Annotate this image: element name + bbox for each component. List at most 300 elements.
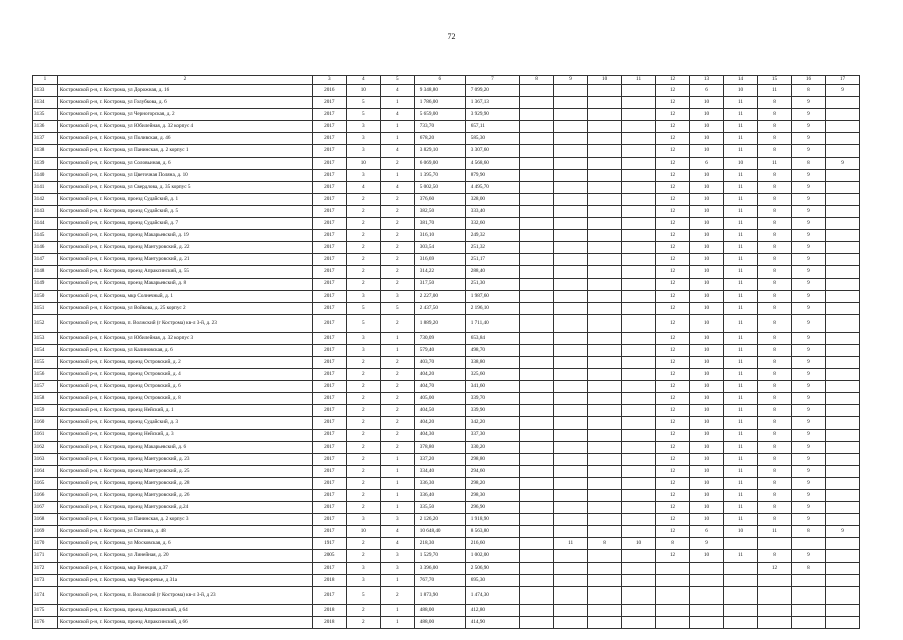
address-cell: Костромской р-н, г. Кострома, проезд Макарьевский, д. 6 xyxy=(57,441,312,453)
table-cell: 5 002,50 xyxy=(414,181,465,193)
table-cell: 316,69 xyxy=(414,254,465,266)
row-number-cell: 3148 xyxy=(33,266,58,278)
table-cell: 251,30 xyxy=(465,278,519,290)
table-cell: 1 889,20 xyxy=(414,314,465,332)
table-cell: 2 xyxy=(346,502,380,514)
table-cell xyxy=(825,616,859,628)
table-cell: 2 xyxy=(346,218,380,230)
table-cell xyxy=(554,97,588,109)
table-row xyxy=(33,205,860,217)
table-cell: 12 xyxy=(656,526,690,538)
table-cell xyxy=(554,465,588,477)
table-cell: 10 xyxy=(690,356,724,368)
table-cell: 11 xyxy=(724,417,758,429)
table-cell xyxy=(690,574,724,586)
row-number-cell: 3145 xyxy=(33,230,58,242)
table-row xyxy=(33,538,860,550)
table-cell: 11 xyxy=(724,169,758,181)
table-cell: 12 xyxy=(656,417,690,429)
table-cell xyxy=(622,550,656,562)
table-cell xyxy=(520,604,554,616)
table-cell: 3 xyxy=(346,290,380,302)
table-cell xyxy=(554,344,588,356)
address-cell: Костромской р-н, г. Кострома, проезд Судайский, д. 5 xyxy=(57,205,312,217)
table-cell xyxy=(520,314,554,332)
table-cell xyxy=(622,109,656,121)
table-cell: 334,40 xyxy=(414,465,465,477)
table-cell xyxy=(622,562,656,574)
table-cell: 12 xyxy=(656,181,690,193)
table-cell xyxy=(656,586,690,604)
table-cell xyxy=(622,181,656,193)
table-cell: 10 xyxy=(690,266,724,278)
table-cell xyxy=(520,344,554,356)
table-cell xyxy=(724,604,758,616)
table-cell: 3 xyxy=(346,145,380,157)
table-cell: 1 474,30 xyxy=(465,586,519,604)
table-cell: 2017 xyxy=(312,586,346,604)
table-cell: 2 xyxy=(380,356,414,368)
table-cell: 2 xyxy=(346,477,380,489)
row-number-cell: 3175 xyxy=(33,604,58,616)
table-cell xyxy=(758,574,792,586)
table-cell: 317,50 xyxy=(414,278,465,290)
table-row xyxy=(33,477,860,489)
table-cell: 5 xyxy=(346,109,380,121)
table-cell: 2 xyxy=(346,266,380,278)
table-cell xyxy=(588,314,622,332)
address-cell: Костромской р-н, г. Кострома, ул Калиновская, д. 6 xyxy=(57,344,312,356)
column-header-13: 13 xyxy=(690,76,724,85)
table-cell: 12 xyxy=(656,314,690,332)
table-cell: 2 xyxy=(380,157,414,169)
table-cell xyxy=(622,145,656,157)
column-header-2: 2 xyxy=(57,76,312,85)
table-cell: 2 xyxy=(380,266,414,278)
table-cell: 403,70 xyxy=(414,356,465,368)
table-cell xyxy=(554,369,588,381)
table-cell: 2 227,00 xyxy=(414,290,465,302)
address-cell: Костромской р-н, г. Кострома, проезд Мантуровский, д. 23 xyxy=(57,453,312,465)
table-cell: 10 xyxy=(690,344,724,356)
table-cell xyxy=(554,181,588,193)
table-cell: 10 xyxy=(690,550,724,562)
address-cell: Костромской р-н, г. Кострома, ул Поливская, д. 46 xyxy=(57,133,312,145)
table-cell: 8 xyxy=(758,356,792,368)
table-cell: 8 xyxy=(758,405,792,417)
table-cell: 2 xyxy=(380,441,414,453)
table-cell xyxy=(622,218,656,230)
table-cell: 8 xyxy=(791,85,825,97)
table-cell xyxy=(520,109,554,121)
table-cell xyxy=(554,429,588,441)
table-cell: 2 xyxy=(346,441,380,453)
row-number-cell: 3161 xyxy=(33,429,58,441)
table-cell: 9 xyxy=(791,302,825,314)
table-cell: 488,00 xyxy=(414,604,465,616)
table-row xyxy=(33,133,860,145)
table-cell: 9 xyxy=(791,550,825,562)
table-cell: 4 xyxy=(380,526,414,538)
table-cell xyxy=(588,393,622,405)
table-cell: 5 xyxy=(380,302,414,314)
table-cell: 10 xyxy=(690,97,724,109)
table-cell: 294,60 xyxy=(465,465,519,477)
table-cell: 10 xyxy=(724,85,758,97)
table-cell: 8 xyxy=(758,314,792,332)
table-cell xyxy=(622,254,656,266)
table-cell: 10 xyxy=(690,218,724,230)
table-cell xyxy=(758,586,792,604)
table-cell: 251,32 xyxy=(465,242,519,254)
table-cell xyxy=(588,242,622,254)
table-cell: 10 xyxy=(622,538,656,550)
table-cell xyxy=(554,133,588,145)
table-cell xyxy=(825,332,859,344)
table-cell: 1 873,90 xyxy=(414,586,465,604)
table-cell xyxy=(588,417,622,429)
table-row xyxy=(33,314,860,332)
table-cell: 9 xyxy=(825,157,859,169)
table-cell: 11 xyxy=(724,465,758,477)
table-cell xyxy=(622,604,656,616)
table-cell xyxy=(656,616,690,628)
table-cell xyxy=(520,526,554,538)
table-cell: 12 xyxy=(656,369,690,381)
table-cell: 9 xyxy=(791,97,825,109)
table-cell: 12 xyxy=(656,332,690,344)
address-cell: Костромской р-н, г. Кострома, ул Юбилейная, д. 32 корпус 3 xyxy=(57,332,312,344)
table-cell: 1 002,00 xyxy=(465,550,519,562)
table-row xyxy=(33,604,860,616)
table-cell: 288,40 xyxy=(465,266,519,278)
table-cell: 2017 xyxy=(312,109,346,121)
table-cell: 414,90 xyxy=(465,616,519,628)
table-cell xyxy=(588,205,622,217)
table-cell: 9 xyxy=(791,109,825,121)
table-cell xyxy=(622,490,656,502)
column-header-15: 15 xyxy=(758,76,792,85)
column-header-5: 5 xyxy=(380,76,414,85)
address-cell: Костромской р-н, г. Кострома, ул Свердлова, д. 35 корпус 5 xyxy=(57,181,312,193)
address-cell: Костромской р-н, г. Кострома, ул Черногорская, д. 2 xyxy=(57,109,312,121)
table-cell xyxy=(825,405,859,417)
table-cell xyxy=(791,586,825,604)
table-cell xyxy=(554,218,588,230)
table-cell xyxy=(554,85,588,97)
table-cell: 2 xyxy=(346,369,380,381)
table-cell: 767,70 xyxy=(414,574,465,586)
address-cell: Костромской р-н, г. Кострома, проезд Апраксинский, д 64 xyxy=(57,604,312,616)
table-cell xyxy=(554,417,588,429)
table-cell xyxy=(520,514,554,526)
table-cell: 2018 xyxy=(312,604,346,616)
table-cell xyxy=(690,604,724,616)
table-cell: 2017 xyxy=(312,133,346,145)
table-cell: 10 xyxy=(690,242,724,254)
table-cell: 8 xyxy=(758,266,792,278)
table-cell: 11 xyxy=(724,266,758,278)
table-cell: 2 xyxy=(346,538,380,550)
table-cell: 8 xyxy=(758,181,792,193)
row-number-cell: 3139 xyxy=(33,157,58,169)
table-cell xyxy=(554,574,588,586)
table-cell xyxy=(520,369,554,381)
table-cell: 8 xyxy=(758,393,792,405)
table-cell: 653,84 xyxy=(465,332,519,344)
table-cell: 2 xyxy=(380,205,414,217)
table-cell xyxy=(588,218,622,230)
table-cell: 2017 xyxy=(312,290,346,302)
table-cell: 2 xyxy=(380,193,414,205)
table-cell xyxy=(588,616,622,628)
table-cell xyxy=(554,145,588,157)
row-number-cell: 3169 xyxy=(33,526,58,538)
table-cell xyxy=(622,157,656,169)
table-cell: 10 xyxy=(690,514,724,526)
table-cell: 2017 xyxy=(312,205,346,217)
table-cell: 9 xyxy=(791,278,825,290)
table-cell xyxy=(825,254,859,266)
address-cell: Костромской р-н, г. Кострома, проезд Апраксинский, д. 55 xyxy=(57,266,312,278)
table-row xyxy=(33,145,860,157)
table-cell: 10 xyxy=(690,181,724,193)
table-cell: 1 395,70 xyxy=(414,169,465,181)
table-cell: 12 xyxy=(656,393,690,405)
table-cell: 6 xyxy=(690,157,724,169)
table-cell xyxy=(520,302,554,314)
table-cell: 8 xyxy=(656,538,690,550)
table-cell: 12 xyxy=(656,193,690,205)
table-cell: 11 xyxy=(724,290,758,302)
table-cell: 2017 xyxy=(312,514,346,526)
table-cell xyxy=(588,169,622,181)
table-cell: 9 xyxy=(791,429,825,441)
table-cell xyxy=(825,145,859,157)
table-cell: 12 xyxy=(656,145,690,157)
table-cell: 12 xyxy=(758,562,792,574)
table-cell xyxy=(588,230,622,242)
table-row xyxy=(33,453,860,465)
table-cell xyxy=(825,429,859,441)
table-cell: 9 xyxy=(791,169,825,181)
table-cell: 10 xyxy=(690,290,724,302)
table-cell: 337,20 xyxy=(414,453,465,465)
address-cell: Костромской р-н, г. Кострома, ул Линейная, д. 20 xyxy=(57,550,312,562)
table-cell: 2 xyxy=(346,193,380,205)
table-cell: 9 xyxy=(791,332,825,344)
table-cell: 2 506,90 xyxy=(465,562,519,574)
table-cell: 11 xyxy=(724,405,758,417)
table-row xyxy=(33,574,860,586)
column-header-7: 7 xyxy=(465,76,519,85)
row-number-cell: 3153 xyxy=(33,332,58,344)
table-cell: 12 xyxy=(656,441,690,453)
table-cell xyxy=(520,616,554,628)
address-cell: Костромской р-н, г. Кострома, п. Волжский (г Кострома) кв-л 3-й, д 23 xyxy=(57,586,312,604)
table-header xyxy=(33,76,860,85)
table-cell: 9 xyxy=(791,514,825,526)
table-cell: 2 xyxy=(346,356,380,368)
table-cell xyxy=(656,604,690,616)
table-cell xyxy=(588,526,622,538)
table-cell: 2005 xyxy=(312,550,346,562)
address-cell: Костромской р-н, г. Кострома, мкр Солнечный, д. 1 xyxy=(57,290,312,302)
table-cell xyxy=(588,121,622,133)
table-cell: 11 xyxy=(724,205,758,217)
table-cell xyxy=(520,205,554,217)
table-cell: 10 xyxy=(690,121,724,133)
table-cell xyxy=(622,344,656,356)
table-cell: 6 xyxy=(690,526,724,538)
table-cell: 9 348,80 xyxy=(414,85,465,97)
table-cell xyxy=(588,453,622,465)
table-cell: 8 xyxy=(758,477,792,489)
table-cell: 3 829,10 xyxy=(414,145,465,157)
table-cell: 2017 xyxy=(312,157,346,169)
table-cell: 1 xyxy=(380,169,414,181)
row-number-cell: 3159 xyxy=(33,405,58,417)
table-cell: 8 xyxy=(758,121,792,133)
table-cell: 341,60 xyxy=(465,381,519,393)
table-cell xyxy=(588,254,622,266)
table-cell: 10 xyxy=(690,502,724,514)
table-cell: 10 xyxy=(690,133,724,145)
table-cell xyxy=(588,193,622,205)
table-cell: 249,32 xyxy=(465,230,519,242)
row-number-cell: 3149 xyxy=(33,278,58,290)
table-cell xyxy=(520,157,554,169)
table-cell xyxy=(825,121,859,133)
table-cell xyxy=(622,205,656,217)
table-cell: 2017 xyxy=(312,405,346,417)
table-cell: 10 xyxy=(690,429,724,441)
table-cell: 585,30 xyxy=(465,133,519,145)
table-cell: 12 xyxy=(656,302,690,314)
table-cell xyxy=(825,169,859,181)
row-number-cell: 3146 xyxy=(33,242,58,254)
table-cell: 2017 xyxy=(312,502,346,514)
table-cell xyxy=(554,393,588,405)
table-cell: 2 437,50 xyxy=(414,302,465,314)
table-cell: 2 xyxy=(380,369,414,381)
row-number-cell: 3166 xyxy=(33,490,58,502)
table-cell: 382,50 xyxy=(414,205,465,217)
table-cell: 5 xyxy=(346,586,380,604)
table-cell xyxy=(520,332,554,344)
table-cell xyxy=(825,356,859,368)
table-cell: 298,80 xyxy=(465,453,519,465)
table-cell: 404,30 xyxy=(414,429,465,441)
table-cell: 1 711,40 xyxy=(465,314,519,332)
table-cell xyxy=(588,586,622,604)
table-cell xyxy=(520,417,554,429)
table-cell xyxy=(622,429,656,441)
table-cell xyxy=(825,266,859,278)
table-cell xyxy=(825,369,859,381)
row-number-cell: 3150 xyxy=(33,290,58,302)
table-cell: 1 xyxy=(380,121,414,133)
table-cell: 8 xyxy=(758,332,792,344)
table-cell: 298,30 xyxy=(465,490,519,502)
table-cell xyxy=(622,121,656,133)
row-number-cell: 3140 xyxy=(33,169,58,181)
table-cell xyxy=(622,193,656,205)
table-cell xyxy=(588,133,622,145)
row-number-cell: 3165 xyxy=(33,477,58,489)
table-cell xyxy=(825,550,859,562)
table-cell xyxy=(520,429,554,441)
column-header-16: 16 xyxy=(791,76,825,85)
table-cell: 2017 xyxy=(312,145,346,157)
table-cell: 11 xyxy=(724,121,758,133)
table-cell: 2 xyxy=(380,242,414,254)
table-cell xyxy=(554,356,588,368)
table-cell: 9 xyxy=(825,526,859,538)
column-header-10: 10 xyxy=(588,76,622,85)
table-cell xyxy=(622,381,656,393)
table-cell: 11 xyxy=(724,550,758,562)
table-cell: 404,20 xyxy=(414,369,465,381)
table-cell xyxy=(825,574,859,586)
table-cell xyxy=(554,550,588,562)
table-cell xyxy=(825,562,859,574)
table-cell: 1 987,60 xyxy=(465,290,519,302)
table-cell: 12 xyxy=(656,157,690,169)
table-cell: 2 xyxy=(380,405,414,417)
table-cell: 11 xyxy=(724,356,758,368)
table-cell xyxy=(520,453,554,465)
table-cell: 10 xyxy=(690,453,724,465)
row-number-cell: 3168 xyxy=(33,514,58,526)
row-number-cell: 3151 xyxy=(33,302,58,314)
table-cell: 2 xyxy=(380,586,414,604)
table-cell: 339,90 xyxy=(465,405,519,417)
address-cell: Костромской р-н, г. Кострома, ул Стопина, д. 48 xyxy=(57,526,312,538)
table-cell xyxy=(554,109,588,121)
row-number-cell: 3133 xyxy=(33,85,58,97)
table-cell: 11 xyxy=(724,181,758,193)
table-cell xyxy=(520,145,554,157)
table-cell: 218,30 xyxy=(414,538,465,550)
table-cell: 11 xyxy=(724,230,758,242)
table-cell: 2017 xyxy=(312,562,346,574)
table-cell: 12 xyxy=(656,490,690,502)
table-cell: 8 xyxy=(758,278,792,290)
table-cell: 10 xyxy=(690,205,724,217)
table-cell xyxy=(588,381,622,393)
table-cell: 1 xyxy=(380,97,414,109)
table-cell: 11 xyxy=(724,369,758,381)
table-cell: 2017 xyxy=(312,429,346,441)
table-cell xyxy=(622,266,656,278)
table-cell: 12 xyxy=(656,133,690,145)
table-cell: 11 xyxy=(554,538,588,550)
table-cell xyxy=(554,490,588,502)
table-cell xyxy=(825,538,859,550)
table-cell: 2 xyxy=(346,490,380,502)
table-row xyxy=(33,586,860,604)
table-cell: 1 xyxy=(380,490,414,502)
address-cell: Костромской р-н, г. Кострома, ул Панинская, д. 2 корпус 3 xyxy=(57,514,312,526)
table-cell: 2 xyxy=(346,417,380,429)
table-row xyxy=(33,121,860,133)
table-row xyxy=(33,97,860,109)
table-cell xyxy=(554,441,588,453)
table-cell xyxy=(554,405,588,417)
table-cell xyxy=(554,332,588,344)
table-cell xyxy=(554,586,588,604)
